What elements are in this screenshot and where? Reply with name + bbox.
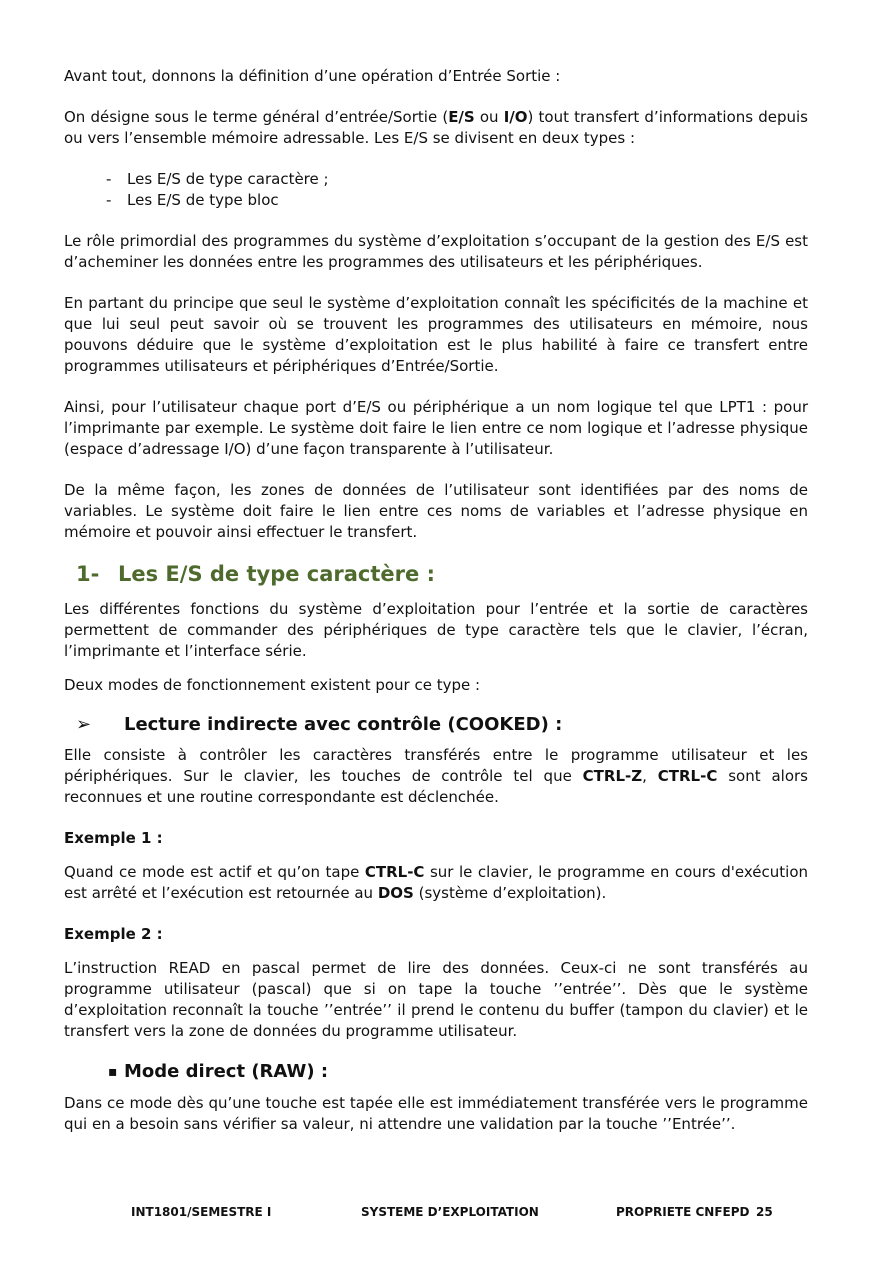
- paragraph-principle: En partant du principe que seul le système d’exploitation connaît les spécificités de la machine et que lui seul peut savoir où se trouvent les programmes des utilisateurs en mémoire, nous pouvons déduire que le système d’exploitation est le plus habilité à faire ce transfert entre programmes utilisateurs et périphériques d’Entrée/Sortie.: [64, 294, 808, 375]
- square-bullet-icon: ▪: [108, 1064, 118, 1080]
- subheading-raw-mode: ▪ Mode direct (RAW) :: [108, 1061, 329, 1082]
- paragraph-two-modes: Deux modes de fonctionnement existent pour ce type :: [64, 676, 481, 694]
- example-1-text: Quand ce mode est actif et qu’on tape CTRL-C sur le clavier, le programme en cours d'exécution est arrêté et l’exécution est retournée au DOS (système d’exploitation).: [64, 863, 808, 902]
- footer-course: INT1801/SEMESTRE I: [131, 1205, 272, 1219]
- page-number: 25: [756, 1205, 773, 1219]
- paragraph-role: Le rôle primordial des programmes du système d’exploitation s’occupant de la gestion des E/S est d’acheminer les données entre les programmes des utilisateurs et les périphériques.: [64, 232, 808, 271]
- page-footer: [0, 1205, 893, 1221]
- section-heading-character-io: 1- Les E/S de type caractère :: [76, 562, 435, 586]
- es-types-list: [64, 169, 808, 211]
- subheading-cooked-mode: ➢ Lecture indirecte avec contrôle (COOKED) :: [76, 714, 563, 735]
- paragraph-raw-description: Dans ce mode dès qu’une touche est tapée elle est immédiatement transférée vers le programme qui en a besoin sans vérifier sa valeur, ni attendre une validation par la touche ’’Entrée’’.: [64, 1094, 808, 1133]
- intro-text: Avant tout, donnons la définition d’une opération d’Entrée Sortie :: [64, 67, 561, 85]
- paragraph-es-definition: On désigne sous le terme général d’entrée/Sortie (E/S ou I/O) tout transfert d’informations depuis ou vers l’ensemble mémoire adressable. Les E/S se divisent en deux types :: [64, 108, 808, 147]
- footer-owner: PROPRIETE CNFEPD: [616, 1205, 750, 1219]
- paragraph-cooked-description: Elle consiste à contrôler les caractères transférés entre le programme utilisateur et les périphériques. Sur le clavier, les touches de contrôle tel que CTRL-Z, CTRL-C sont alors reconnues et une routine correspondante est déclenchée.: [64, 746, 808, 806]
- paragraph-variables: De la même façon, les zones de données de l’utilisateur sont identifiées par des noms de variables. Le système doit faire le lien entre ces noms de variables et l’adresse physique en mémoire et pouvoir ainsi effectuer le transfert.: [64, 481, 808, 541]
- example-2-title: Exemple 2 :: [64, 925, 163, 943]
- paragraph-character-functions: Les différentes fonctions du système d’exploitation pour l’entrée et la sortie de caractères permettent de commander des périphériques de type caractère tels que le clavier, l’écran, l’imprimante et l’interface série.: [64, 600, 808, 660]
- footer-subject: SYSTEME D’EXPLOITATION: [361, 1205, 539, 1219]
- list-item: - Les E/S de type caractère ;: [106, 170, 329, 188]
- example-2-text: L’instruction READ en pascal permet de lire des données. Ceux-ci ne sont transférés au programme utilisateur (pascal) que si on tape la touche ’’entrée’’. Dès que le système d’exploitation reconnaît la touche ’’entrée’’ il prend le contenu du buffer (tampon du clavier) et le transfert vers la zone de données du programme utilisateur.: [64, 959, 808, 1040]
- example-1-title: Exemple 1 :: [64, 829, 163, 847]
- document-body: [64, 66, 808, 1135]
- paragraph-logical-name: Ainsi, pour l’utilisateur chaque port d’E/S ou périphérique a un nom logique tel que LPT1 : pour l’imprimante par exemple. Le système doit faire le lien entre ce nom logique et l’adresse physique (espace d’adressage I/O) d’une façon transparente à l’utilisateur.: [64, 398, 808, 458]
- arrow-bullet-icon: ➢: [76, 714, 92, 735]
- list-item: - Les E/S de type bloc: [106, 191, 279, 209]
